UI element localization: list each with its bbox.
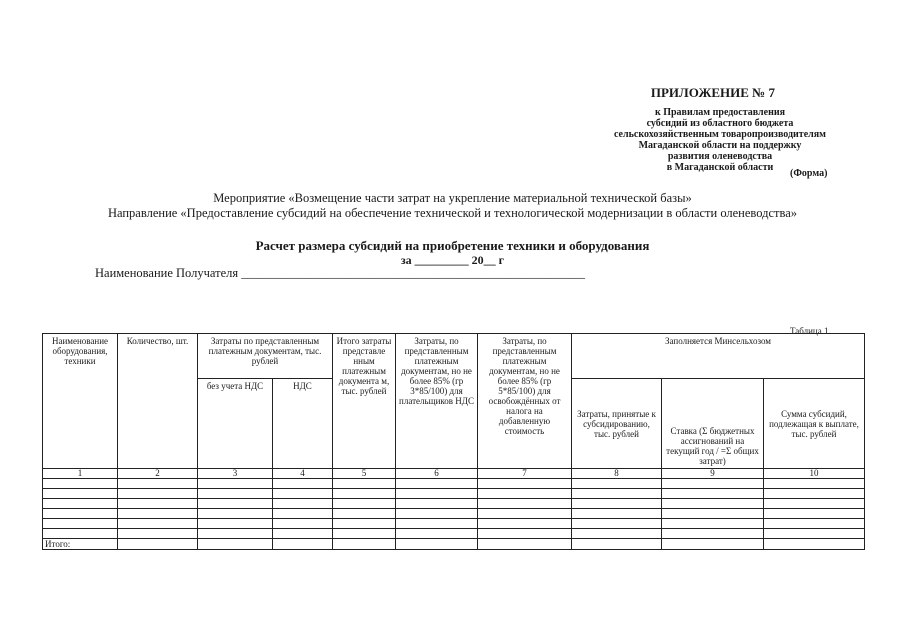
header-costs-no-vat: без учета НДС <box>198 379 273 469</box>
table-cell[interactable] <box>333 509 396 519</box>
table-cell[interactable] <box>764 529 865 539</box>
table-cell[interactable] <box>198 519 273 529</box>
table-cell[interactable] <box>764 499 865 509</box>
column-number: 7 <box>478 469 572 479</box>
table-cell[interactable] <box>478 509 572 519</box>
table-cell[interactable] <box>764 509 865 519</box>
header-ministry-group: Заполняется Минсельхозом <box>572 334 865 379</box>
event-line: Мероприятие «Возмещение части затрат на укрепление материальной технической базы» <box>213 191 692 205</box>
table-cell[interactable] <box>662 509 764 519</box>
header-rate: Ставка (Σ бюджетных ассигнований на текущий год / =Σ общих затрат) <box>662 379 764 469</box>
table-cell[interactable] <box>662 499 764 509</box>
table-cell[interactable] <box>764 479 865 489</box>
table-cell[interactable] <box>662 479 764 489</box>
table-cell[interactable] <box>396 539 478 550</box>
column-number: 9 <box>662 469 764 479</box>
appendix-line: к Правилам предоставления <box>654 107 786 118</box>
table-cell[interactable] <box>43 489 118 499</box>
table-cell[interactable] <box>572 489 662 499</box>
table-row <box>43 519 865 529</box>
appendix-line: в Магаданской области <box>666 162 774 173</box>
table-cell[interactable] <box>478 519 572 529</box>
table-cell[interactable] <box>43 509 118 519</box>
event-block <box>0 191 905 221</box>
table-cell[interactable] <box>198 479 273 489</box>
column-number: 10 <box>764 469 865 479</box>
column-number: 3 <box>198 469 273 479</box>
table-row <box>43 529 865 539</box>
table-cell[interactable] <box>764 489 865 499</box>
table-cell[interactable] <box>764 539 865 550</box>
column-number: 8 <box>572 469 662 479</box>
appendix-line: субсидий из областного бюджета <box>646 118 794 129</box>
table-cell[interactable] <box>396 489 478 499</box>
table-cell[interactable] <box>273 519 333 529</box>
table-cell[interactable] <box>572 519 662 529</box>
table-cell[interactable] <box>43 479 118 489</box>
form-label: (Форма) <box>790 168 828 179</box>
header-costs-85-vat: Затраты, по представленным платежным документам, но не более 85% (гр 3*85/100) для плательщиков НДС <box>396 334 478 469</box>
table-cell[interactable] <box>478 539 572 550</box>
table-cell[interactable] <box>118 539 198 550</box>
table-cell[interactable] <box>273 529 333 539</box>
direction-line: Направление «Предоставление субсидий на обеспечение технической и технологической модернизации в области оленеводства» <box>107 206 798 220</box>
header-subsidy-sum: Сумма субсидий, подлежащая к выплате, тыс. рублей <box>764 379 865 469</box>
table-cell[interactable] <box>764 519 865 529</box>
table-cell[interactable] <box>333 479 396 489</box>
header-costs-vat: НДС <box>273 379 333 469</box>
column-number: 6 <box>396 469 478 479</box>
appendix-line: Магаданской области на поддержку <box>638 140 802 151</box>
table-cell[interactable] <box>118 479 198 489</box>
table-row <box>43 479 865 489</box>
table-cell[interactable] <box>333 539 396 550</box>
column-number: 5 <box>333 469 396 479</box>
table-cell[interactable] <box>662 539 764 550</box>
table-cell[interactable] <box>662 489 764 499</box>
table-cell[interactable] <box>273 479 333 489</box>
table-cell[interactable] <box>662 519 764 529</box>
table-cell[interactable] <box>662 529 764 539</box>
table-cell[interactable] <box>198 509 273 519</box>
table-cell[interactable] <box>118 489 198 499</box>
table-cell[interactable] <box>198 489 273 499</box>
calc-period: за _________ 20__ г <box>400 253 505 267</box>
table-cell[interactable] <box>572 509 662 519</box>
table-cell[interactable] <box>333 529 396 539</box>
table-cell[interactable] <box>273 499 333 509</box>
header-costs-85-exempt: Затраты, по представленным платежным документам, но не более 85% (гр 5*85/100) для освобождённых от налога на добавленную стоимость <box>478 334 572 469</box>
table-cell[interactable] <box>273 539 333 550</box>
calc-title: Расчет размера субсидий на приобретение техники и оборудования <box>255 238 650 253</box>
table-cell[interactable] <box>396 529 478 539</box>
table-cell[interactable] <box>396 519 478 529</box>
table-cell[interactable] <box>198 539 273 550</box>
table-cell[interactable] <box>273 509 333 519</box>
header-costs-group: Затраты по представленным платежным документам, тыс. рублей <box>198 334 333 379</box>
total-label: Итого: <box>43 539 118 550</box>
total-row <box>43 539 865 550</box>
column-number: 4 <box>273 469 333 479</box>
table-cell[interactable] <box>333 519 396 529</box>
table-cell[interactable] <box>396 499 478 509</box>
appendix-title: ПРИЛОЖЕНИЕ № 7 <box>650 85 775 100</box>
header-row <box>43 334 865 379</box>
header-accepted-costs: Затраты, принятые к субсидированию, тыс. рублей <box>572 379 662 469</box>
table-cell[interactable] <box>478 499 572 509</box>
table-row <box>43 509 865 519</box>
column-number: 1 <box>43 469 118 479</box>
recipient-name-field: Наименование Получателя _______________________________________________________ <box>95 266 585 280</box>
column-number: 2 <box>118 469 198 479</box>
header-total-costs: Итого затраты представле нным платежным документа м, тыс. рублей <box>333 334 396 469</box>
table-cell[interactable] <box>118 509 198 519</box>
appendix-block <box>600 85 855 173</box>
table-row <box>43 499 865 509</box>
table-cell[interactable] <box>273 489 333 499</box>
table-cell[interactable] <box>478 479 572 489</box>
table-cell[interactable] <box>198 529 273 539</box>
appendix-line: развития оленеводства <box>667 151 773 162</box>
table-cell[interactable] <box>333 499 396 509</box>
appendix-lines <box>605 107 835 173</box>
table-cell[interactable] <box>478 529 572 539</box>
table-cell[interactable] <box>572 529 662 539</box>
table-cell[interactable] <box>396 479 478 489</box>
table-cell[interactable] <box>118 499 198 509</box>
header-qty: Количество, шт. <box>118 334 198 469</box>
table-label: Таблица 1. <box>790 326 831 336</box>
appendix-line: сельскохозяйственным товаропроизводителям <box>613 129 826 140</box>
column-number-row <box>43 469 865 479</box>
header-name: Наименование оборудования, техники <box>43 334 118 469</box>
table-cell[interactable] <box>198 499 273 509</box>
table-cell[interactable] <box>118 529 198 539</box>
table-cell[interactable] <box>572 539 662 550</box>
table-cell[interactable] <box>43 519 118 529</box>
table-cell[interactable] <box>572 499 662 509</box>
table-cell[interactable] <box>333 489 396 499</box>
subsidy-table <box>42 333 865 550</box>
table-cell[interactable] <box>572 479 662 489</box>
table-cell[interactable] <box>43 499 118 509</box>
table-cell[interactable] <box>43 529 118 539</box>
table-cell[interactable] <box>118 519 198 529</box>
table-cell[interactable] <box>478 489 572 499</box>
table-row <box>43 489 865 499</box>
table-cell[interactable] <box>396 509 478 519</box>
